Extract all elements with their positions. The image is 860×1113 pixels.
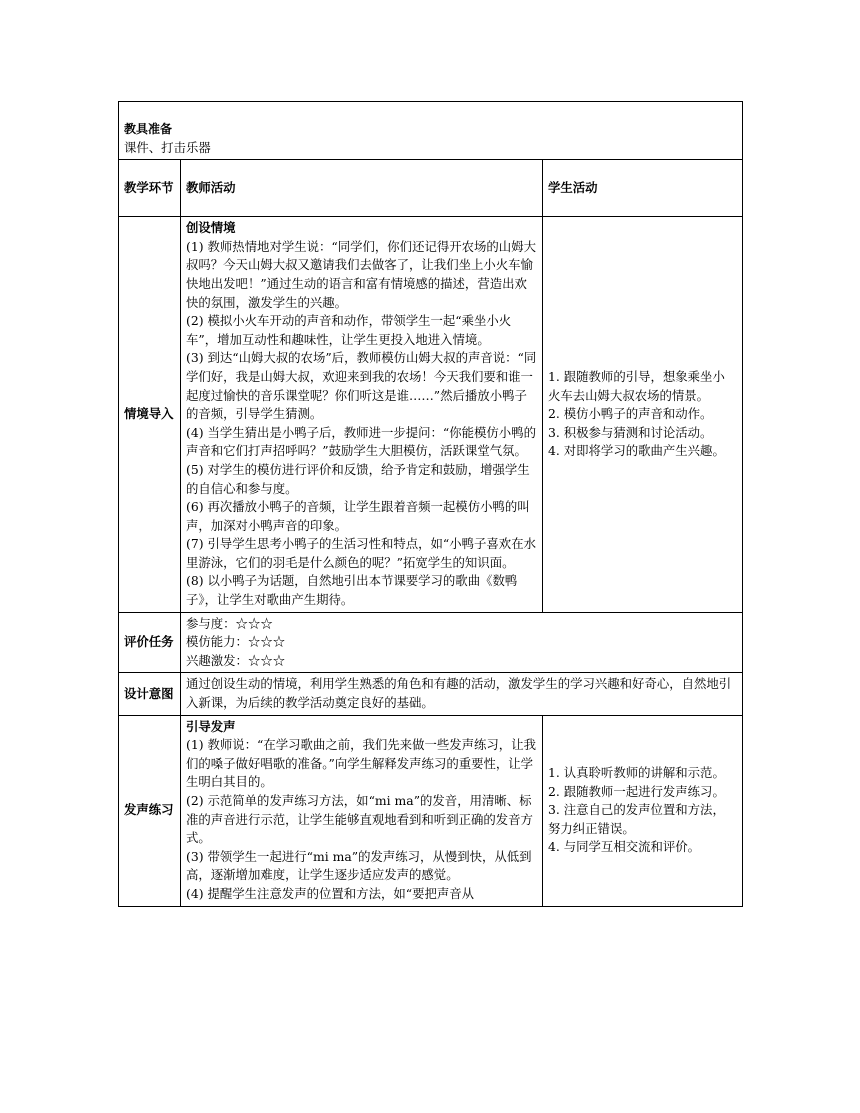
- design-stage: 设计意图: [119, 673, 181, 715]
- situation-student-item: 2. 模仿小鸭子的声音和动作。: [548, 406, 713, 422]
- vocal-teacher-item: (4) 提醒学生注意发声的位置和方法，如“要把声音从: [186, 885, 475, 901]
- prep-cell: [119, 102, 743, 160]
- vocal-student-item: 1. 认真聆听教师的讲解和示范。: [548, 765, 725, 781]
- situation-teacher-item: (3) 到达“山姆大叔的农场”后，教师模仿山姆大叔的声音说：“同学们好，我是山姆大叔，欢迎来到我的农场！今天我们要和谁一起度过愉快的音乐课堂呢？你们听这是谁……”然后播放小鸭子的音频，引导学生猜测。: [186, 350, 537, 422]
- evaluation-item: 模仿能力：☆☆☆: [186, 634, 286, 650]
- situation-teacher-cell: [181, 217, 543, 612]
- situation-teacher-item: (7) 引导学生思考小鸭子的生活习性和特点，如“小鸭子喜欢在水里游泳，它们的羽毛是什么颜色的呢？”拓宽学生的知识面。: [186, 536, 536, 570]
- vocal-student-cell: [543, 715, 743, 906]
- situation-teacher-title: 创设情境: [186, 220, 236, 236]
- situation-student-item: 3. 积极参与猜测和讨论活动。: [548, 424, 713, 440]
- evaluation-row: [119, 612, 743, 673]
- design-row: [119, 673, 743, 715]
- evaluation-stage: 评价任务: [119, 612, 181, 673]
- vocal-stage: 发声练习: [119, 715, 181, 906]
- vocal-teacher-item: (2) 示范简单的发声练习方法，如“mi ma”的发音，用清晰、标准的声音进行示范，让学生能够直观地看到和听到正确的发音方式。: [186, 793, 533, 846]
- prep-row: [119, 102, 743, 160]
- evaluation-item: 参与度：☆☆☆: [186, 615, 273, 631]
- evaluation-cell: [181, 612, 743, 673]
- vocal-teacher-title: 引导发声: [186, 718, 236, 734]
- situation-student-cell: [543, 217, 743, 612]
- vocal-teacher-cell: [181, 715, 543, 906]
- situation-teacher-item: (1) 教师热情地对学生说：“同学们，你们还记得开农场的山姆大叔吗？今天山姆大叔又邀请我们去做客了，让我们坐上小火车愉快地出发吧！”通过生动的语言和富有情境感的描述，营造出欢快的氛围，激发学生的兴趣。: [186, 238, 536, 310]
- vocal-student-item: 3. 注意自己的发声位置和方法，努力纠正错误。: [548, 802, 725, 836]
- vocal-student-item: 4. 与同学互相交流和评价。: [548, 839, 701, 855]
- vocal-row: [119, 715, 743, 906]
- situation-teacher-item: (5) 对学生的模仿进行评价和反馈，给予肯定和鼓励，增强学生的自信心和参与度。: [186, 461, 530, 496]
- header-row: [119, 160, 743, 217]
- situation-teacher-item: (4) 当学生猜出是小鸭子后，教师进一步提问：“你能模仿小鸭的声音和它们打声招呼吗？”鼓励学生大胆模仿，活跃课堂气氛。: [186, 424, 536, 459]
- vocal-student-item: 2. 跟随教师一起进行发声练习。: [548, 783, 725, 799]
- header-student: 学生活动: [543, 160, 743, 217]
- situation-teacher-item: (6) 再次播放小鸭子的音频，让学生跟着音频一起模仿小鸭的叫声，加深对小鸭声音的印象。: [186, 499, 530, 533]
- header-teacher: 教师活动: [181, 160, 543, 217]
- situation-row: [119, 217, 743, 612]
- vocal-teacher-item: (1) 教师说：“在学习歌曲之前，我们先来做一些发声练习，让我们的嗓子做好唱歌的准备。”向学生解释发声练习的重要性，让学生明白其目的。: [186, 737, 536, 790]
- situation-student-item: 1. 跟随教师的引导，想象乘坐小火车去山姆大叔农场的情景。: [548, 368, 725, 403]
- lesson-plan-table: [118, 101, 743, 907]
- situation-student-item: 4. 对即将学习的歌曲产生兴趣。: [548, 443, 725, 459]
- situation-stage: 情境导入: [119, 217, 181, 612]
- design-cell: [181, 673, 743, 715]
- vocal-teacher-item: (3) 带领学生一起进行“mi ma”的发声练习，从慢到快，从低到高，逐渐增加难度，让学生逐步适应发声的感觉。: [186, 848, 532, 883]
- prep-title: 教具准备: [124, 122, 173, 136]
- prep-body: 课件、打击乐器: [124, 139, 211, 155]
- header-stage: 教学环节: [119, 160, 181, 217]
- evaluation-item: 兴趣激发：☆☆☆: [186, 652, 286, 668]
- design-text: 通过创设生动的情境，利用学生熟悉的角色和有趣的活动，激发学生的学习兴趣和好奇心，自然地引入新课，为后续的教学活动奠定良好的基础。: [186, 676, 732, 711]
- situation-teacher-item: (2) 模拟小火车开动的声音和动作，带领学生一起“乘坐小火车”，增加互动性和趣味性，让学生更投入地进入情境。: [186, 313, 512, 347]
- situation-teacher-item: (8) 以小鸭子为话题，自然地引出本节课要学习的歌曲《数鸭子》，让学生对歌曲产生期待。: [186, 573, 518, 608]
